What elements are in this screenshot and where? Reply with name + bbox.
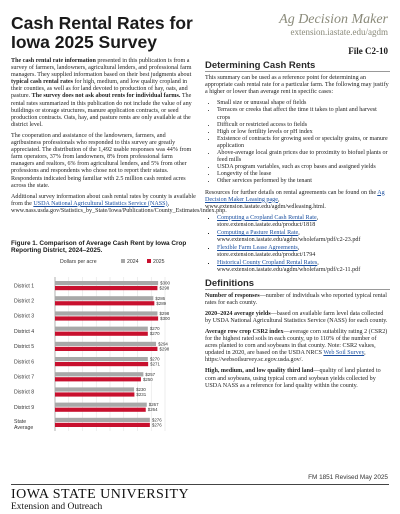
factor-item: • High or low fertility levels or pH index <box>217 129 390 136</box>
data-label: $276 <box>151 422 162 428</box>
factor-item: • Small size or unusual shape of fields <box>217 100 390 107</box>
bar-2025 <box>55 377 141 381</box>
isu-subtitle: Extension and Outreach <box>11 502 103 512</box>
data-label: $270 <box>149 331 160 337</box>
bar-2024 <box>55 387 134 391</box>
category-label: District 1 <box>14 283 35 290</box>
factor-item: • Above-average local grain prices due to proximity to biofuel plants or feed mills <box>217 150 390 164</box>
def-csr2-text-a: —average corn suitability rating 2 (CSR2) for the highest rated soils in each county, up to 110% of the number of acres planted to corn and soybeans in that county. Note: CSR2 values, updated in 2020, are based on the USDA NRCS <box>205 329 388 357</box>
bar-2024 <box>55 402 147 406</box>
data-label: $250 <box>142 376 153 382</box>
def-responses <box>205 293 390 307</box>
factor-item: • Difficult or restricted access to fields <box>217 122 390 129</box>
bar-2024 <box>55 418 150 422</box>
web-soil-survey-link[interactable]: Web Soil Survey <box>323 350 365 357</box>
resource-url: , www.extension.iastate.edu/agdm/wholefarm/pdf/c2-23.pdf <box>217 229 361 244</box>
bar-2025 <box>55 286 157 290</box>
category-label: District 5 <box>14 343 35 350</box>
data-label: $298 <box>159 310 170 316</box>
isu-logo <box>11 488 189 513</box>
data-label: $231 <box>136 391 147 397</box>
legend-swatch <box>147 259 151 263</box>
def-csr2-text-c: , https://websoilsurvey.sc.egov.usda.gov/. <box>205 350 366 364</box>
publication-number: FM 1851 Revised May 2025 <box>308 474 388 481</box>
left-column <box>11 58 227 219</box>
resource-url: , store.extension.iastate.edu/product/1794 <box>217 245 316 259</box>
determining-heading: Determining Cash Rents <box>205 62 390 72</box>
resource-url: , store.extension.iastate.edu/product/1818 <box>217 214 319 228</box>
data-label: $230 <box>136 386 146 392</box>
bar-2024 <box>55 357 148 361</box>
page-title: Cash Rental Rates for Iowa 2025 Survey <box>11 13 193 52</box>
bar-chart <box>11 255 196 437</box>
factor-item: • Terraces or creeks that affect the time it takes to plant and harvest crops <box>217 107 390 121</box>
bar-2024 <box>55 311 157 315</box>
leasing-text-a: Resources for further details on rental agreements can be found on the <box>205 189 378 196</box>
bar-2025 <box>55 301 154 305</box>
factor-item: • USDA program variables, such as crop bases and assigned yields <box>217 164 390 171</box>
def-quality <box>205 368 390 389</box>
bar-2024 <box>55 342 156 346</box>
nass-text-a: Additional survey information about cash rental rates by county is available from the <box>11 193 196 207</box>
intro-paragraph <box>11 58 196 129</box>
category-label: District 4 <box>14 328 35 335</box>
def-quality-text: —quality of land planted to corn and soybeans, using typical corn and soybean yields collected by USDA NASS as a reference for land quality within the county. <box>205 368 381 389</box>
leasing-text-b: , www.extension.iastate.edu/agdm/wdleasing.html. <box>205 196 326 210</box>
resource-link[interactable]: Computing a Pasture Rental Rate <box>217 229 299 236</box>
factor-item: • Other services performed by the tenant <box>217 178 390 185</box>
chart-title: Figure 1. Comparison of Average Cash Rent by Iowa Crop Reporting District, 2024–2025. <box>11 240 187 255</box>
bar-2024 <box>55 372 143 376</box>
def-yields-text: —based on available farm level data collected by USDA National Agricultural Statistics Service (NASS) for each county. <box>205 310 388 324</box>
nass-link[interactable]: USDA National Agricultural Statistics Service (NASS) <box>33 200 168 207</box>
bar-2025 <box>55 362 148 366</box>
category-label: State Average <box>14 418 34 431</box>
def-responses-term: Number of responses <box>205 292 260 299</box>
category-label: District 7 <box>14 374 35 381</box>
determining-paragraph: This summary can be used as a reference point for determining an appropriate cash rental rate for a particular farm. The following may justify a higher or lower than average rent in specific cases: <box>205 75 389 96</box>
footer-rule <box>11 484 389 485</box>
definitions-heading: Definitions <box>205 280 390 290</box>
intro-bold-1: typical cash rental rates <box>11 79 73 86</box>
resource-item <box>217 245 390 259</box>
bar-2024 <box>55 281 158 285</box>
intro-text-3: The rental rates summarized in this publication do not include the value of any buildings or storage structures, manure application contracts, or seed production contracts. Oats, hay, and pasture rents are only available at the district level. <box>11 93 192 128</box>
intro-text-1: presented in this publication is from a survey of farmers, landowners, agricultural lenders, and professional farm managers. They supplied information based on their best judgments about <box>11 58 192 79</box>
file-label: File C2-10 <box>348 46 388 56</box>
bar-2024 <box>55 326 148 330</box>
def-responses-text: —number of individuals who reported typical rental rates for each county. <box>205 292 387 306</box>
intro-text-2: for high, medium, and low quality cropland in their counties, as well as for land devoted to production of hay, oats, and pasture. <box>11 79 188 100</box>
nass-text-b: , www.nass.usda.gov/Statistics_by_State/Iowa/Publications/County_Estimates/index.php. <box>11 200 227 214</box>
intro-lead: The cash rental rate information <box>11 58 96 64</box>
data-label: $270 <box>149 326 160 332</box>
resources-list <box>205 215 390 275</box>
category-label: District 8 <box>14 389 35 396</box>
data-label: $300 <box>160 280 170 286</box>
bar-2025 <box>55 316 158 320</box>
x-axis-label: Dollars per acre <box>60 258 97 265</box>
resource-item <box>217 260 390 274</box>
def-csr2-term: Average row crop CSR2 index <box>205 329 284 335</box>
category-label: District 2 <box>14 298 35 305</box>
bar-2025 <box>55 423 150 427</box>
intro-bold-2: The survey does not ask about rents for individual farms. <box>31 93 181 100</box>
isu-wordmark: IOWA STATE UNIVERSITY <box>11 487 190 502</box>
data-label: $264 <box>147 407 158 413</box>
bar-2024 <box>55 296 153 300</box>
right-column <box>205 62 390 394</box>
agdm-masthead <box>279 12 388 56</box>
data-label: $286 <box>155 295 166 301</box>
legend-label: 2025 <box>153 258 165 265</box>
factors-list <box>205 100 390 185</box>
nass-paragraph <box>11 193 227 215</box>
data-label: $271 <box>150 361 160 367</box>
leasing-link[interactable]: Ag Decision Maker Leasing page <box>205 189 385 203</box>
data-label: $257 <box>145 371 156 377</box>
legend-label: 2024 <box>127 258 139 265</box>
factor-item: • Longevity of the lease <box>217 171 390 178</box>
bar-2025 <box>55 392 134 396</box>
def-yields <box>205 311 390 325</box>
data-label: $294 <box>158 341 168 347</box>
category-label: District 3 <box>14 313 35 320</box>
responses-paragraph: The cooperation and assistance of the landowners, farmers, and agribusiness professionals who responded to this survey are greatly appreciated. The distribution of the 1,492 usable responses was 44% from farm operators, 37% from landowners, 8% from professional farm managers and realtors, 6% from agricultural lenders, and 5% from other professions and respondents who chose not to report their status. Respondents indicated being familiar with 2.5 million cash rented acres across the state. <box>11 132 192 189</box>
agdm-brand[interactable]: Ag Decision Maker <box>279 12 388 27</box>
leasing-paragraph <box>205 190 390 211</box>
data-label: $270 <box>149 356 160 362</box>
data-label: $298 <box>159 346 170 352</box>
legend-swatch <box>121 259 125 263</box>
def-csr2 <box>205 329 390 364</box>
resource-url: , www.extension.iastate.edu/agdm/wholefarm/pdf/c2-11.pdf <box>217 260 361 274</box>
resource-link[interactable]: Flexible Farm Lease Agreements <box>217 245 298 252</box>
resource-link[interactable]: Historical County Cropland Rental Rates <box>217 260 318 267</box>
resource-item <box>217 230 390 244</box>
category-label: District 9 <box>14 404 35 411</box>
data-label: $300 <box>160 315 170 321</box>
bar-2025 <box>55 331 148 335</box>
data-label: $298 <box>159 285 170 291</box>
agdm-url[interactable]: extension.iastate.edu/agdm <box>290 27 388 37</box>
resource-item <box>217 215 390 229</box>
factor-item: • Existence of contracts for growing seed or specialty grains, or manure application <box>217 136 390 150</box>
data-label: $267 <box>148 402 159 408</box>
resource-link[interactable]: Computing a Cropland Cash Rental Rate <box>217 214 317 221</box>
bar-2025 <box>55 347 157 351</box>
data-label: $289 <box>156 300 167 306</box>
def-yields-term: 2020–2024 average yields <box>205 310 271 317</box>
figure-1 <box>11 240 196 440</box>
data-label: $276 <box>151 417 162 423</box>
category-label: District 6 <box>14 359 35 366</box>
def-quality-term: High, medium, and low quality third land <box>205 368 314 375</box>
bar-2025 <box>55 407 146 411</box>
